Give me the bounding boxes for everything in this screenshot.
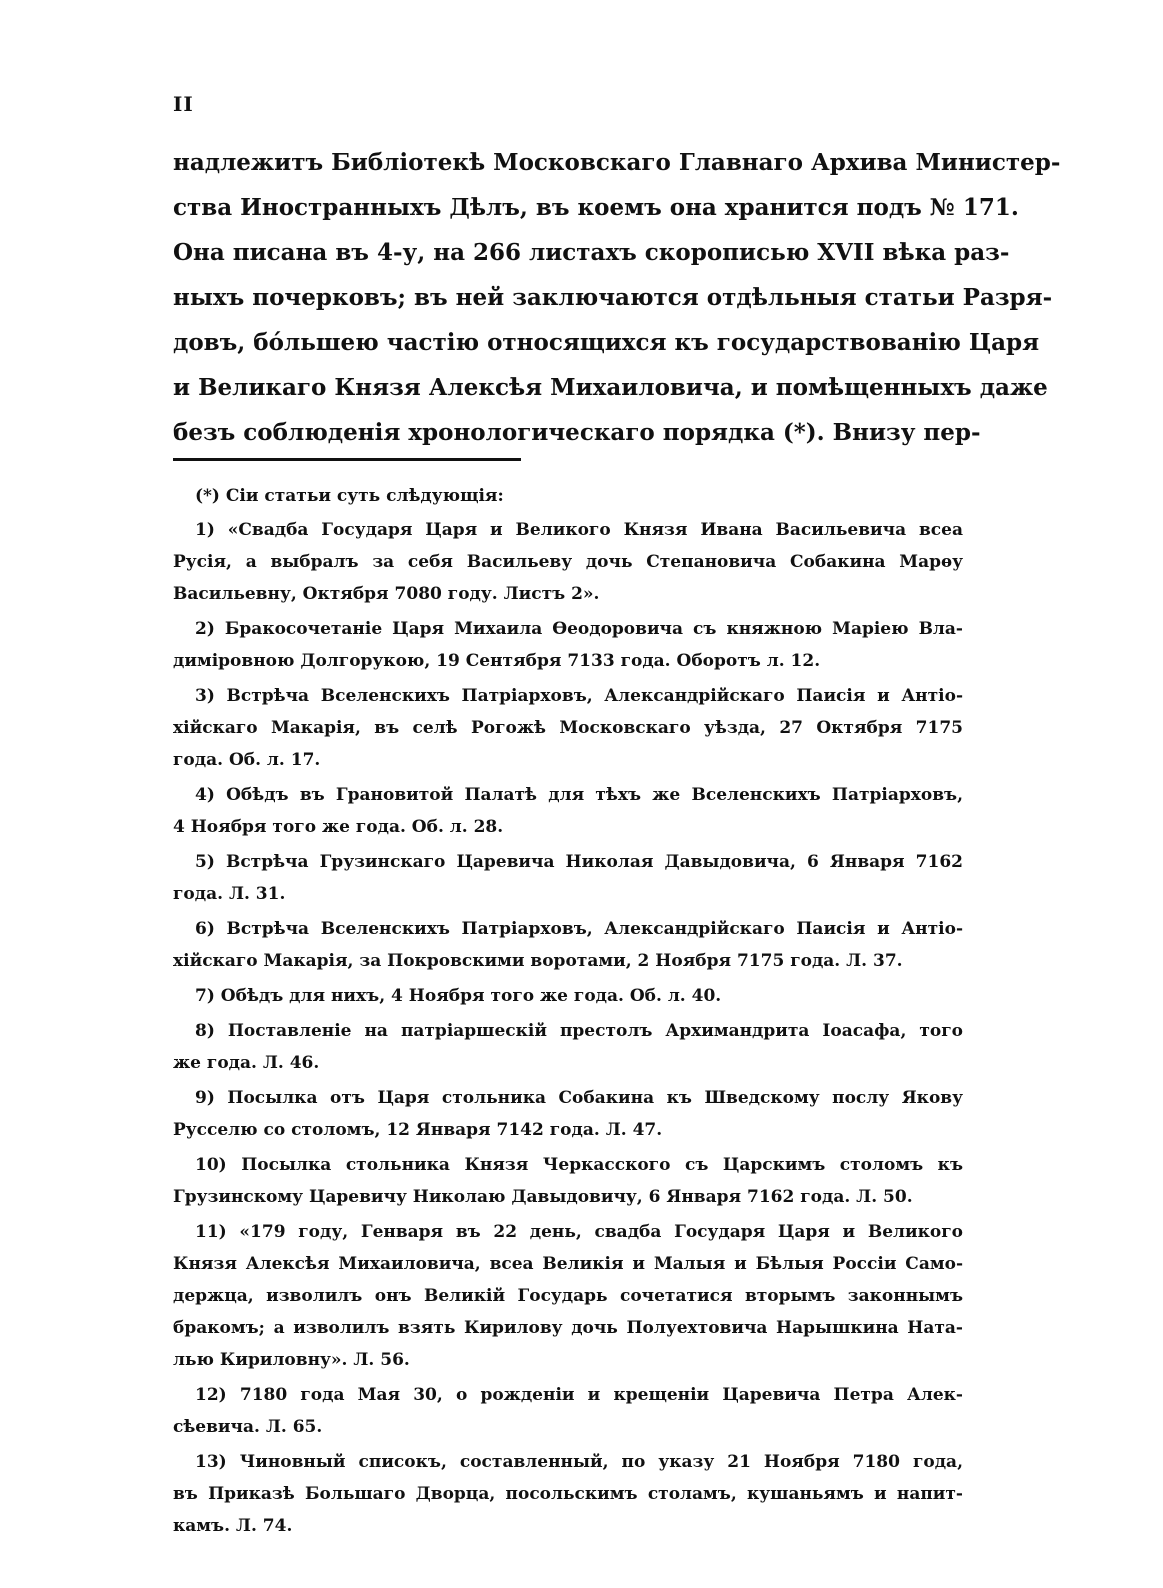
footnote-entry-10 xyxy=(173,1149,963,1213)
footnote-line: держца, изволилъ онъ Великій Государь сочетатися вторымъ законнымъ xyxy=(173,1286,963,1306)
footnote-separator xyxy=(173,458,521,461)
footnote-line: 5) Встрѣча Грузинскаго Царевича Николая Давыдовича, 6 Января 7162 xyxy=(195,852,963,872)
footnote-entry-1 xyxy=(173,514,963,610)
main-text-line: и Великаго Князя Алексѣя Михаиловича, и помѣщенныхъ даже xyxy=(173,374,1048,401)
footnote-entry-11 xyxy=(173,1216,963,1376)
footnote-entry-8 xyxy=(173,1015,963,1079)
main-text xyxy=(173,140,1061,455)
main-text-line: Она писана въ 4-у, на 266 листахъ скорописью XVII вѣка раз- xyxy=(173,239,1010,266)
footnote-line: 1) «Свадба Государя Царя и Великого Князя Ивана Васильевича всеа xyxy=(195,520,963,540)
footnote-line: лью Кириловну». Л. 56. xyxy=(173,1350,410,1370)
footnote-line: Грузинскому Царевичу Николаю Давыдовичу, 6 Января 7162 года. Л. 50. xyxy=(173,1187,913,1207)
footnote-entry-7 xyxy=(173,980,963,1012)
footnote-intro: (*) Сіи статьи суть слѣдующія: xyxy=(195,486,504,506)
footnote-entry-12 xyxy=(173,1379,963,1443)
footnote-entry-3 xyxy=(173,680,963,776)
footnote-line: 6) Встрѣча Вселенскихъ Патріарховъ, Александрійскаго Паисія и Антіо- xyxy=(195,919,963,939)
footnote-entry-9 xyxy=(173,1082,963,1146)
footnote-entry-5 xyxy=(173,846,963,910)
footnote-line: диміровною Долгорукою, 19 Сентября 7133 года. Оборотъ л. 12. xyxy=(173,651,821,671)
main-text-line: надлежитъ Библіотекѣ Московскаго Главнаго Архива Министер- xyxy=(173,149,1061,176)
footnote-entry-13 xyxy=(173,1446,963,1542)
footnote-entry-6 xyxy=(173,913,963,977)
footnote-line: 9) Посылка отъ Царя стольника Собакина къ Шведскому послу Якову xyxy=(195,1088,963,1108)
main-text-line: ныхъ почерковъ; въ ней заключаются отдѣльныя статьи Разря- xyxy=(173,284,1053,311)
footnote-line: 10) Посылка стольника Князя Черкасского съ Царскимъ столомъ къ xyxy=(195,1155,963,1175)
footnote-entry-2 xyxy=(173,613,963,677)
footnote-line: въ Приказѣ Большаго Дворца, посольскимъ столамъ, кушаньямъ и напит- xyxy=(173,1484,963,1504)
footnote-line: камъ. Л. 74. xyxy=(173,1516,293,1536)
main-text-line: безъ соблюденія хронологическаго порядка (*). Внизу пер- xyxy=(173,419,981,446)
footnote-line: 13) Чиновный списокъ, составленный, по указу 21 Ноября 7180 года, xyxy=(195,1452,963,1472)
footnote-line: 7) Обѣдъ для нихъ, 4 Ноября того же года. Об. л. 40. xyxy=(195,986,722,1006)
footnote-line: хійскаго Макарія, въ селѣ Рогожѣ Московскаго уѣзда, 27 Октября 7175 xyxy=(173,718,963,738)
footnote-line: Васильевну, Октября 7080 году. Листъ 2». xyxy=(173,584,600,604)
footnote-line: 12) 7180 года Мая 30, о рожденіи и крещеніи Царевича Петра Алек- xyxy=(195,1385,963,1405)
footnote-line: 8) Поставленіе на патріаршескій престолъ Архимандрита Іоасафа, того xyxy=(195,1021,963,1041)
main-text-line: ства Иностранныхъ Дѣлъ, въ коемъ она хранится подъ № 171. xyxy=(173,194,1019,221)
footnote-entry-4 xyxy=(173,779,963,843)
footnote-line: бракомъ; а изволилъ взять Кирилову дочь Полуехтовича Нарышкина Ната- xyxy=(173,1318,963,1338)
footnote-line: 3) Встрѣча Вселенскихъ Патріарховъ, Александрійскаго Паисія и Антіо- xyxy=(195,686,963,706)
footnote-line: года. Об. л. 17. xyxy=(173,750,321,770)
footnotes xyxy=(173,478,963,1545)
footnote-line: 11) «179 году, Генваря въ 22 день, свадба Государя Царя и Великого xyxy=(195,1222,963,1242)
page-number: II xyxy=(173,92,194,116)
footnote-line: Князя Алексѣя Михаиловича, всеа Великія и Малыя и Бѣлыя Россіи Само- xyxy=(173,1254,963,1274)
footnote-line: 4) Обѣдъ въ Грановитой Палатѣ для тѣхъ же Вселенскихъ Патріарховъ, xyxy=(195,785,963,805)
footnote-line: сѣевича. Л. 65. xyxy=(173,1417,323,1437)
footnote-line: хійскаго Макарія, за Покровскими воротами, 2 Ноября 7175 года. Л. 37. xyxy=(173,951,903,971)
footnote-line: 4 Ноября того же года. Об. л. 28. xyxy=(173,817,504,837)
footnote-line: 2) Бракосочетаніе Царя Михаила Ѳеодоровича съ княжною Маріею Вла- xyxy=(195,619,963,639)
footnote-line: же года. Л. 46. xyxy=(173,1053,320,1073)
footnote-line: Русселю со столомъ, 12 Января 7142 года. Л. 47. xyxy=(173,1120,663,1140)
footnote-line: года. Л. 31. xyxy=(173,884,286,904)
footnote-line: Русія, а выбралъ за себя Васильеву дочь Степановича Собакина Марѳу xyxy=(173,552,963,572)
main-text-line: довъ, бóльшею частію относящихся къ государствованію Царя xyxy=(173,329,1040,356)
